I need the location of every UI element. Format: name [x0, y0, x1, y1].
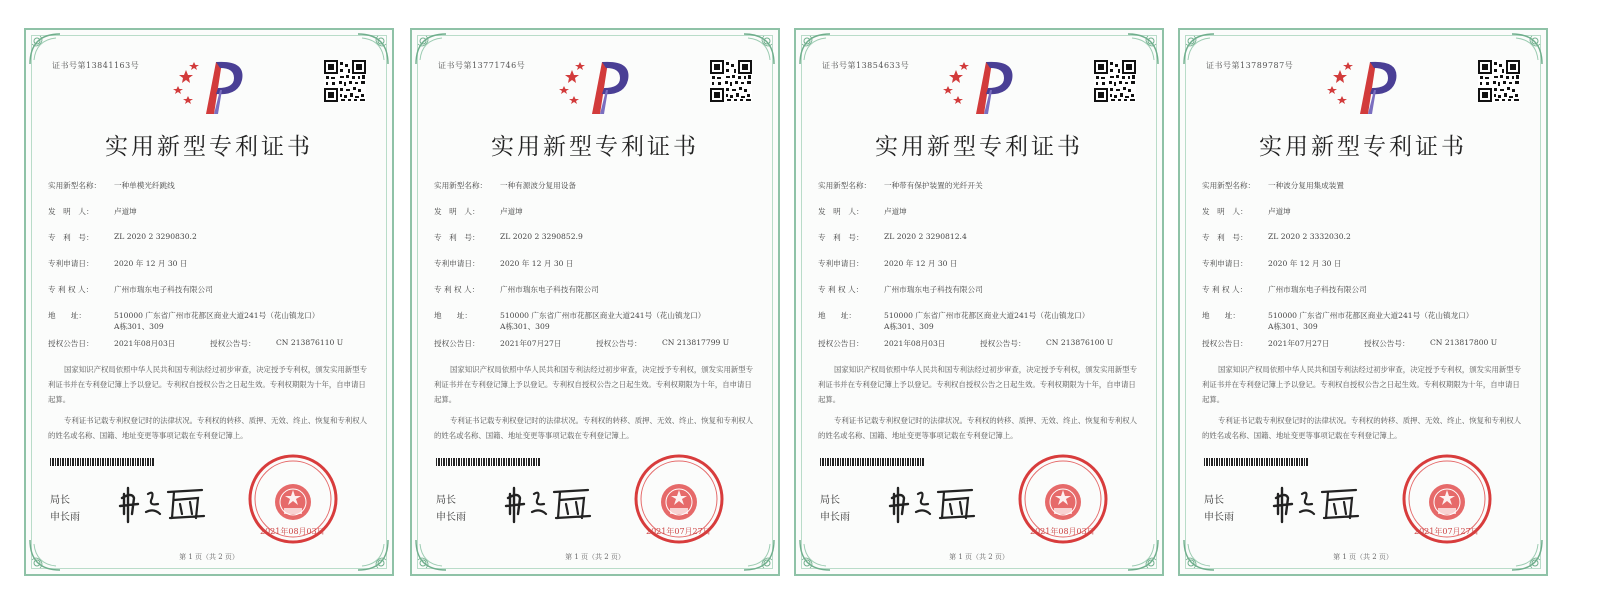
director-name: 申长雨 [820, 512, 850, 523]
field-inventor [818, 206, 1142, 232]
field-address-line2: A栋301、309 [1268, 322, 1318, 331]
signature-icon [504, 484, 594, 524]
field-label: 实用新型名称： [434, 181, 488, 190]
patent-certificate [1178, 28, 1548, 576]
field-label: 地 址： [434, 311, 472, 320]
field-inventor [48, 206, 372, 232]
field-name [1202, 180, 1526, 206]
field-label: 实用新型名称： [1202, 181, 1256, 190]
director-title: 局长 [50, 495, 70, 506]
field-filing-date [48, 258, 372, 284]
field-value: 一种带有保护装置的光纤开关 [884, 181, 983, 190]
field-value: 510000 广东省广州市花都区商业大道241号（花山镇龙口） [884, 311, 1090, 320]
director-block [50, 492, 80, 526]
field-holder [48, 284, 372, 310]
field-label: 实用新型名称： [818, 181, 872, 190]
seal-date: 2021年07月27日 [646, 527, 711, 536]
cnipa-logo-icon [1326, 56, 1402, 114]
field-value: CN 213876110 U [276, 338, 344, 347]
field-value: 广州市瑞东电子科技有限公司 [1268, 285, 1367, 294]
field-address-line2: A栋301、309 [500, 322, 550, 331]
field-label: 专 利 权 人： [48, 285, 94, 294]
field-value: 广州市瑞东电子科技有限公司 [500, 285, 599, 294]
director-block [820, 492, 850, 526]
barcode-icon [50, 458, 154, 466]
field-inventor [434, 206, 758, 232]
field-filing-date [434, 258, 758, 284]
page-number: 第 1 页（共 2 页） [1333, 553, 1393, 561]
field-value: 2021年08月03日 [114, 339, 176, 348]
barcode-icon [1204, 458, 1308, 466]
field-label: 发 明 人： [1202, 207, 1248, 216]
field-label: 授权公告日： [818, 339, 864, 348]
field-value: 卢道坤 [114, 207, 137, 216]
field-grant [48, 338, 372, 356]
patent-certificate [24, 28, 394, 576]
field-label: 地 址： [818, 311, 856, 320]
field-value: 2020 年 12 月 30 日 [884, 259, 958, 268]
field-label: 专 利 权 人： [434, 285, 480, 294]
certificate-title: 实用新型专利证书 [875, 134, 1083, 160]
barcode-icon [436, 458, 540, 466]
field-label: 授权公告号： [1364, 339, 1410, 348]
field-address-line2: A栋301、309 [114, 322, 164, 331]
field-value: 一种单模光纤跳线 [114, 181, 175, 190]
cnipa-logo-icon [558, 56, 634, 114]
field-value: CN 213817800 U [1430, 338, 1498, 347]
field-filing-date [1202, 258, 1526, 284]
paragraph-2: 专利证书记载专利权登记时的法律状况。专利权的转移、质押、无效、终止、恢复和专利权人的姓名或名称、国籍、地址变更等事项记载在专利登记簿上。 [818, 416, 1138, 440]
field-grant [1202, 338, 1526, 356]
qr-code-icon [324, 60, 366, 102]
field-label: 发 明 人： [818, 207, 864, 216]
certificate-fields [434, 180, 758, 443]
field-value: 卢道坤 [500, 207, 523, 216]
cnipa-logo-icon [942, 56, 1018, 114]
director-title: 局长 [1204, 495, 1224, 506]
field-label: 地 址： [1202, 311, 1240, 320]
field-value: 广州市瑞东电子科技有限公司 [884, 285, 983, 294]
field-value: 卢道坤 [884, 207, 907, 216]
field-label: 授权公告日： [434, 339, 480, 348]
qr-code-icon [1094, 60, 1136, 102]
field-value: 2021年08月03日 [884, 339, 946, 348]
qr-code-icon [710, 60, 752, 102]
signature-icon [1272, 484, 1362, 524]
field-label: 发 明 人： [48, 207, 94, 216]
field-filing-date [818, 258, 1142, 284]
field-label: 专利申请日： [1202, 259, 1248, 268]
field-value: 广州市瑞东电子科技有限公司 [114, 285, 213, 294]
field-value: 510000 广东省广州市花都区商业大道241号（花山镇龙口） [114, 311, 320, 320]
field-name [48, 180, 372, 206]
certificate-number: 证书号第13771746号 [438, 61, 526, 70]
director-block [436, 492, 466, 526]
paragraph-1: 国家知识产权局依照中华人民共和国专利法经过初步审查，决定授予专利权，颁发实用新型专利证书并在专利登记簿上予以登记。专利权自授权公告之日起生效。专利权期限为十年，自申请日起算。 [1202, 365, 1522, 404]
field-label: 专利申请日： [434, 259, 480, 268]
field-label: 授权公告日： [1202, 339, 1248, 348]
field-label: 发 明 人： [434, 207, 480, 216]
field-label: 授权公告号： [980, 339, 1026, 348]
certificate-fields [48, 180, 372, 443]
field-value: 510000 广东省广州市花都区商业大道241号（花山镇龙口） [1268, 311, 1474, 320]
patent-certificate [794, 28, 1164, 576]
field-value: 一种有源波分复用设备 [500, 181, 576, 190]
field-value: ZL 2020 2 3290852.9 [500, 232, 583, 241]
seal-date: 2021年08月03日 [1030, 527, 1095, 536]
field-label: 专 利 号： [434, 233, 480, 242]
page-number: 第 1 页（共 2 页） [179, 553, 239, 561]
field-label: 专 利 号： [1202, 233, 1248, 242]
field-value: CN 213876100 U [1046, 338, 1114, 347]
field-value: CN 213817799 U [662, 338, 730, 347]
certificate-number: 证书号第13854633号 [822, 61, 910, 70]
certificate-fields [818, 180, 1142, 443]
paragraph-2: 专利证书记载专利权登记时的法律状况。专利权的转移、质押、无效、终止、恢复和专利权人的姓名或名称、国籍、地址变更等事项记载在专利登记簿上。 [48, 416, 368, 440]
page-number: 第 1 页（共 2 页） [565, 553, 625, 561]
director-title: 局长 [820, 495, 840, 506]
director-name: 申长雨 [436, 512, 466, 523]
field-value: ZL 2020 2 3290830.2 [114, 232, 197, 241]
director-name: 申长雨 [50, 512, 80, 523]
field-label: 专 利 号： [818, 233, 864, 242]
field-patent-no [434, 232, 758, 258]
cnipa-logo-icon [172, 56, 248, 114]
certificate-fields [1202, 180, 1526, 443]
certificate-title: 实用新型专利证书 [105, 134, 313, 160]
page-number: 第 1 页（共 2 页） [949, 553, 1009, 561]
field-label: 实用新型名称： [48, 181, 102, 190]
field-value: ZL 2020 2 3290812.4 [884, 232, 967, 241]
field-grant [818, 338, 1142, 356]
paragraph-2: 专利证书记载专利权登记时的法律状况。专利权的转移、质押、无效、终止、恢复和专利权人的姓名或名称、国籍、地址变更等事项记载在专利登记簿上。 [1202, 416, 1522, 440]
certificate-number: 证书号第13789787号 [1206, 61, 1294, 70]
field-address-line2: A栋301、309 [884, 322, 934, 331]
director-name: 申长雨 [1204, 512, 1234, 523]
field-value: 2021年07月27日 [1268, 339, 1330, 348]
field-patent-no [48, 232, 372, 258]
field-holder [1202, 284, 1526, 310]
field-label: 授权公告号： [210, 339, 256, 348]
barcode-icon [820, 458, 924, 466]
field-value: ZL 2020 2 3332030.2 [1268, 232, 1351, 241]
field-value: 2020 年 12 月 30 日 [500, 259, 574, 268]
field-label: 专利申请日： [48, 259, 94, 268]
certificate-title: 实用新型专利证书 [1259, 134, 1467, 160]
field-inventor [1202, 206, 1526, 232]
certificate-number: 证书号第13841163号 [52, 61, 140, 70]
field-holder [818, 284, 1142, 310]
field-patent-no [1202, 232, 1526, 258]
paragraph-1: 国家知识产权局依照中华人民共和国专利法经过初步审查，决定授予专利权，颁发实用新型专利证书并在专利登记簿上予以登记。专利权自授权公告之日起生效。专利权期限为十年，自申请日起算。 [434, 365, 754, 404]
field-holder [434, 284, 758, 310]
field-label: 授权公告日： [48, 339, 94, 348]
qr-code-icon [1478, 60, 1520, 102]
field-value: 510000 广东省广州市花都区商业大道241号（花山镇龙口） [500, 311, 706, 320]
field-value: 2021年07月27日 [500, 339, 562, 348]
field-patent-no [818, 232, 1142, 258]
field-value: 一种波分复用集成装置 [1268, 181, 1344, 190]
director-title: 局长 [436, 495, 456, 506]
field-label: 专 利 权 人： [818, 285, 864, 294]
field-value: 卢道坤 [1268, 207, 1291, 216]
patent-certificate [410, 28, 780, 576]
field-name [818, 180, 1142, 206]
paragraph-1: 国家知识产权局依照中华人民共和国专利法经过初步审查，决定授予专利权，颁发实用新型专利证书并在专利登记簿上予以登记。专利权自授权公告之日起生效。专利权期限为十年，自申请日起算。 [818, 365, 1138, 404]
field-label: 地 址： [48, 311, 86, 320]
field-grant [434, 338, 758, 356]
director-block [1204, 492, 1234, 526]
field-label: 专 利 号： [48, 233, 94, 242]
seal-date: 2021年08月03日 [260, 527, 325, 536]
field-label: 专利申请日： [818, 259, 864, 268]
seal-date: 2021年07月27日 [1414, 527, 1479, 536]
paragraph-1: 国家知识产权局依照中华人民共和国专利法经过初步审查，决定授予专利权，颁发实用新型专利证书并在专利登记簿上予以登记。专利权自授权公告之日起生效。专利权期限为十年，自申请日起算。 [48, 365, 368, 404]
signature-icon [888, 484, 978, 524]
paragraph-2: 专利证书记载专利权登记时的法律状况。专利权的转移、质押、无效、终止、恢复和专利权人的姓名或名称、国籍、地址变更等事项记载在专利登记簿上。 [434, 416, 754, 440]
field-name [434, 180, 758, 206]
field-value: 2020 年 12 月 30 日 [1268, 259, 1342, 268]
signature-icon [118, 484, 208, 524]
certificate-title: 实用新型专利证书 [491, 134, 699, 160]
field-value: 2020 年 12 月 30 日 [114, 259, 188, 268]
field-label: 授权公告号： [596, 339, 642, 348]
field-label: 专 利 权 人： [1202, 285, 1248, 294]
